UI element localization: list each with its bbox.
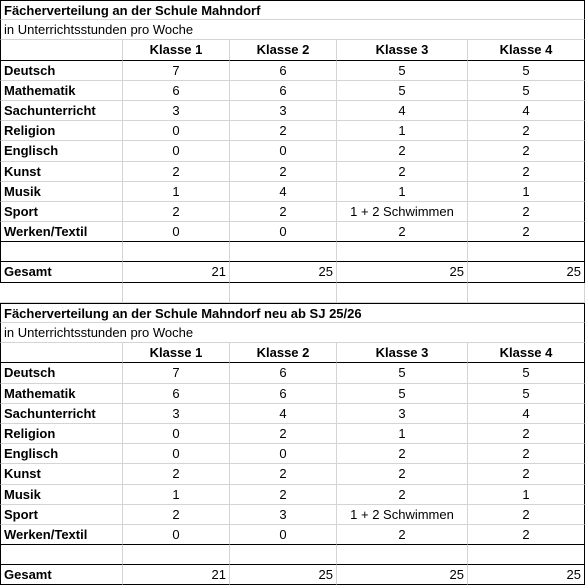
table1-total-cell[interactable]: 21 <box>123 262 230 282</box>
table1-cell[interactable]: 5 <box>468 61 585 81</box>
table1-cell[interactable]: 4 <box>468 101 585 121</box>
spacer-cell[interactable] <box>230 283 337 303</box>
table2-empty-cell[interactable] <box>230 545 337 565</box>
table2-total-cell[interactable]: 25 <box>337 565 468 585</box>
table1-cell[interactable]: 2 <box>468 141 585 161</box>
table1-empty-cell[interactable] <box>230 242 337 262</box>
table1-cell[interactable]: 5 <box>337 61 468 81</box>
table1-cell[interactable]: 3 <box>230 101 337 121</box>
table1-cell[interactable]: 5 <box>468 81 585 101</box>
table1-empty-cell[interactable] <box>123 242 230 262</box>
table1-cell[interactable]: 1 <box>123 182 230 202</box>
table1-header-empty-cell[interactable] <box>0 40 123 60</box>
table2-cell[interactable]: 2 <box>230 464 337 484</box>
table2-cell[interactable]: 1 <box>468 485 585 505</box>
table1-cell[interactable]: 3 <box>123 101 230 121</box>
table2-cell[interactable]: 6 <box>123 384 230 404</box>
table1-header-klasse2[interactable]: Klasse 2 <box>230 40 337 60</box>
table2-cell[interactable]: 2 <box>468 505 585 525</box>
table1-cell[interactable]: 2 <box>337 141 468 161</box>
table2-row-subject[interactable]: Sachunterricht <box>0 404 123 424</box>
table2-cell[interactable]: 0 <box>123 424 230 444</box>
table2-row-subject[interactable]: Kunst <box>0 464 123 484</box>
table2-cell[interactable]: 2 <box>123 464 230 484</box>
table2-total-label[interactable]: Gesamt <box>0 565 123 585</box>
spacer-cell[interactable] <box>123 283 230 303</box>
table1-cell[interactable]: 2 <box>230 162 337 182</box>
table1-total-cell[interactable]: 25 <box>468 262 585 282</box>
table2-cell[interactable]: 2 <box>230 485 337 505</box>
table2-header-empty-cell[interactable] <box>0 343 123 363</box>
table1-cell[interactable]: 4 <box>230 182 337 202</box>
table2-cell[interactable]: 5 <box>337 384 468 404</box>
table1-cell[interactable]: 2 <box>230 202 337 222</box>
table2-cell[interactable]: 2 <box>337 464 468 484</box>
table2-cell[interactable]: 2 <box>468 525 585 545</box>
spacer-cell[interactable] <box>337 283 468 303</box>
table2-empty-cell[interactable] <box>0 545 123 565</box>
table1-title[interactable]: Fächerverteilung an der Schule Mahndorf <box>0 0 585 20</box>
table1-cell[interactable]: 5 <box>337 81 468 101</box>
table2-cell[interactable]: 6 <box>230 363 337 383</box>
table2-cell[interactable]: 0 <box>230 525 337 545</box>
table1-cell[interactable]: 2 <box>468 121 585 141</box>
table2-cell[interactable]: 5 <box>468 384 585 404</box>
table1-cell[interactable]: 2 <box>468 162 585 182</box>
table1-cell[interactable]: 6 <box>230 61 337 81</box>
table1-cell[interactable]: 0 <box>230 141 337 161</box>
table1-cell[interactable]: 1 + 2 Schwimmen <box>337 202 468 222</box>
table1-cell[interactable]: 6 <box>123 81 230 101</box>
table1-row-subject[interactable]: Sachunterricht <box>0 101 123 121</box>
table1-cell[interactable]: 4 <box>337 101 468 121</box>
table1-total-label[interactable]: Gesamt <box>0 262 123 282</box>
table2-cell[interactable]: 0 <box>230 444 337 464</box>
table2-total-cell[interactable]: 21 <box>123 565 230 585</box>
table2-cell[interactable]: 2 <box>337 485 468 505</box>
table2-cell[interactable]: 2 <box>230 424 337 444</box>
table2-cell[interactable]: 7 <box>123 363 230 383</box>
table1-total-cell[interactable]: 25 <box>230 262 337 282</box>
table1-cell[interactable]: 6 <box>230 81 337 101</box>
table2-cell[interactable]: 3 <box>337 404 468 424</box>
table2-row-subject[interactable]: Mathematik <box>0 384 123 404</box>
table2-empty-cell[interactable] <box>468 545 585 565</box>
table2-header-klasse1[interactable]: Klasse 1 <box>123 343 230 363</box>
table1-cell[interactable]: 2 <box>230 121 337 141</box>
table1-total-cell[interactable]: 25 <box>337 262 468 282</box>
table2-cell[interactable]: 2 <box>468 444 585 464</box>
table1-cell[interactable]: 0 <box>123 121 230 141</box>
table2-total-cell[interactable]: 25 <box>230 565 337 585</box>
table1-row-subject[interactable]: Mathematik <box>0 81 123 101</box>
table2-cell[interactable]: 2 <box>337 444 468 464</box>
table1-row-subject[interactable]: Kunst <box>0 162 123 182</box>
table1-cell[interactable]: 0 <box>123 141 230 161</box>
table1-cell[interactable]: 1 <box>337 121 468 141</box>
table1-cell[interactable]: 7 <box>123 61 230 81</box>
table2-cell[interactable]: 0 <box>123 525 230 545</box>
table1-cell[interactable]: 2 <box>468 222 585 242</box>
table2-empty-cell[interactable] <box>337 545 468 565</box>
table1-cell[interactable]: 2 <box>468 202 585 222</box>
table2-row-subject[interactable]: Englisch <box>0 444 123 464</box>
table2-row-subject[interactable]: Religion <box>0 424 123 444</box>
table1-cell[interactable]: 0 <box>123 222 230 242</box>
spacer-cell[interactable] <box>0 283 123 303</box>
table2-cell[interactable]: 4 <box>230 404 337 424</box>
table1-cell[interactable]: 1 <box>468 182 585 202</box>
table1-header-klasse4[interactable]: Klasse 4 <box>468 40 585 60</box>
table2-row-subject[interactable]: Deutsch <box>0 363 123 383</box>
table2-subtitle[interactable]: in Unterrichtsstunden pro Woche <box>0 323 585 343</box>
table2-cell[interactable]: 2 <box>337 525 468 545</box>
table2-cell[interactable]: 4 <box>468 404 585 424</box>
table1-row-subject[interactable]: Sport <box>0 202 123 222</box>
table2-title[interactable]: Fächerverteilung an der Schule Mahndorf neu ab SJ 25/26 <box>0 303 585 323</box>
table2-row-subject[interactable]: Musik <box>0 485 123 505</box>
table2-cell[interactable]: 2 <box>123 505 230 525</box>
table2-cell[interactable]: 1 <box>337 424 468 444</box>
table2-cell[interactable]: 2 <box>468 424 585 444</box>
table2-row-subject[interactable]: Sport <box>0 505 123 525</box>
table1-cell[interactable]: 1 <box>337 182 468 202</box>
table1-cell[interactable]: 2 <box>123 162 230 182</box>
table1-row-subject[interactable]: Englisch <box>0 141 123 161</box>
table1-row-subject[interactable]: Werken/Textil <box>0 222 123 242</box>
table1-cell[interactable]: 0 <box>230 222 337 242</box>
table2-cell[interactable]: 1 <box>123 485 230 505</box>
table2-cell[interactable]: 3 <box>123 404 230 424</box>
table2-cell[interactable]: 2 <box>468 464 585 484</box>
table1-header-klasse3[interactable]: Klasse 3 <box>337 40 468 60</box>
table1-empty-cell[interactable] <box>337 242 468 262</box>
table1-cell[interactable]: 2 <box>123 202 230 222</box>
table1-empty-cell[interactable] <box>0 242 123 262</box>
table2-cell[interactable]: 0 <box>123 444 230 464</box>
table1-cell[interactable]: 2 <box>337 222 468 242</box>
table1-cell[interactable]: 2 <box>337 162 468 182</box>
table2-empty-cell[interactable] <box>123 545 230 565</box>
table2-header-klasse2[interactable]: Klasse 2 <box>230 343 337 363</box>
table1-row-subject[interactable]: Religion <box>0 121 123 141</box>
table2-header-klasse3[interactable]: Klasse 3 <box>337 343 468 363</box>
table1-empty-cell[interactable] <box>468 242 585 262</box>
table2-cell[interactable]: 6 <box>230 384 337 404</box>
spacer-cell[interactable] <box>468 283 585 303</box>
table2-cell[interactable]: 1 + 2 Schwimmen <box>337 505 468 525</box>
table2-total-cell[interactable]: 25 <box>468 565 585 585</box>
table2-header-klasse4[interactable]: Klasse 4 <box>468 343 585 363</box>
table1-subtitle[interactable]: in Unterrichtsstunden pro Woche <box>0 20 585 40</box>
table1-header-klasse1[interactable]: Klasse 1 <box>123 40 230 60</box>
table2-row-subject[interactable]: Werken/Textil <box>0 525 123 545</box>
table2-cell[interactable]: 5 <box>337 363 468 383</box>
table2-cell[interactable]: 5 <box>468 363 585 383</box>
table2-cell[interactable]: 3 <box>230 505 337 525</box>
table1-row-subject[interactable]: Musik <box>0 182 123 202</box>
table1-row-subject[interactable]: Deutsch <box>0 61 123 81</box>
